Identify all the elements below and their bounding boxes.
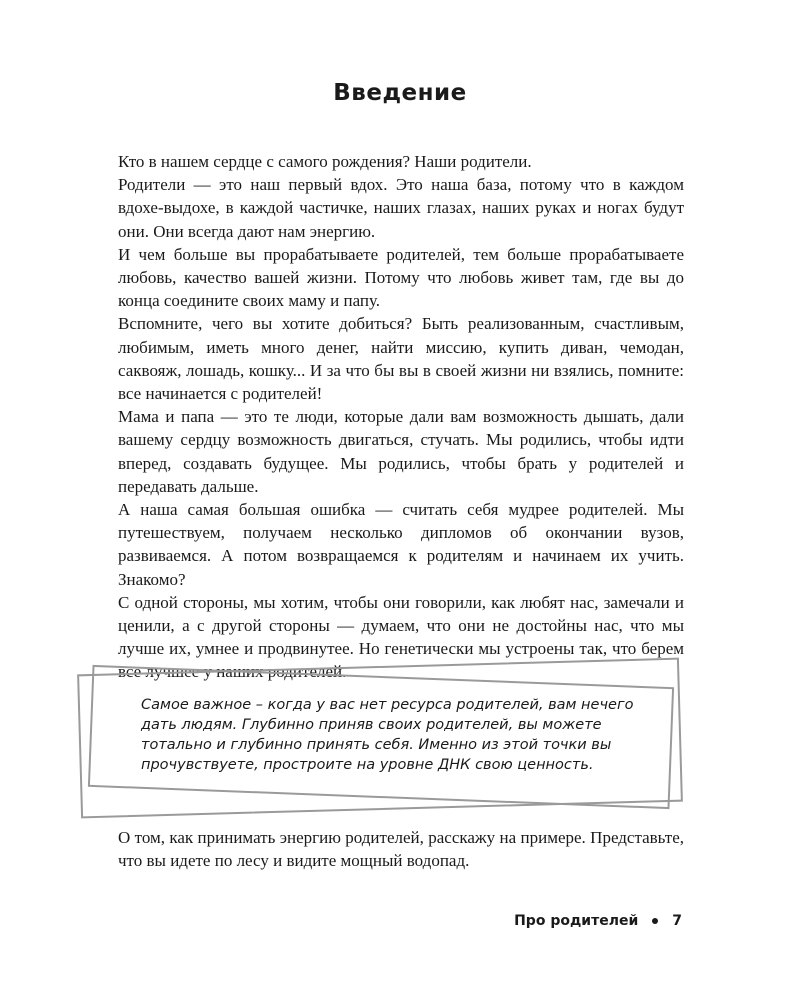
paragraph: Родители — это наш первый вдох. Это наша база, потому что в каждом вдохе-выдохе, в каждой частичке, наших глазах, наших руках и ногах будут они. Они всегда дают нам энергию. [118, 175, 684, 241]
bullet-separator [652, 918, 658, 924]
paragraph: О том, как принимать энергию родителей, расскажу на примере. Представьте, что вы идете по лесу и видите мощный водопад. [118, 828, 684, 871]
chapter-heading: Введение [333, 80, 467, 106]
paragraph: А наша самая большая ошибка — считать себя мудрее родителей. Мы путешествуем, получаем несколько дипломов об окончании вузов, развиваемся. А потом возвращаемся к родителям и начинаем их учить. Знакомо? [118, 500, 684, 589]
paragraph: Вспомните, чего вы хотите добиться? Быть реализованным, счастливым, любимым, иметь много денег, найти миссию, купить диван, чемодан, саквояж, лошадь, кошку... И за что бы вы в своей жизни ни взялись, помните: все начинается с родителей! [118, 314, 684, 404]
paragraph: Мама и папа — это те люди, которые дали вам возможность дышать, дали вашему сердцу возможность двигаться, стучать. Мы родились, чтобы идти вперед, создавать будущее. Мы родились, чтобы брать у родителей и передавать дальше. [118, 407, 684, 496]
quote-text: Самое важное – когда у вас нет ресурса родителей, вам нечего дать людям. Глубинно приняв своих родителей, вы можете тотально и глубинно принять себя. Именно из этой точки вы прочувствуете, простроите на уровне ДНК свою ценность. [141, 697, 634, 773]
paragraph: С одной стороны, мы хотим, чтобы они говорили, как любят нас, замечали и ценили, а с другой стороны — думаем, что они не достойны нас, что мы лучше их, умнее и продвинутее. Но генетически мы устроены так, что берем все лучшее у наших родителей. [118, 592, 684, 682]
quote-box [75, 662, 685, 812]
closing-text [118, 826, 684, 872]
paragraph: Кто в нашем сердце с самого рождения? Наши родители. [118, 152, 532, 171]
page-footer [514, 913, 682, 929]
body-text [118, 150, 684, 684]
paragraph: И чем больше вы прорабатываете родителей, тем больше прорабатываете любовь, качество вашей жизни. Потому что любовь живет там, где вы до конца соедините своих маму и папу. [118, 244, 684, 311]
running-title: Про родителей [514, 913, 639, 929]
page-number: 7 [672, 913, 682, 929]
